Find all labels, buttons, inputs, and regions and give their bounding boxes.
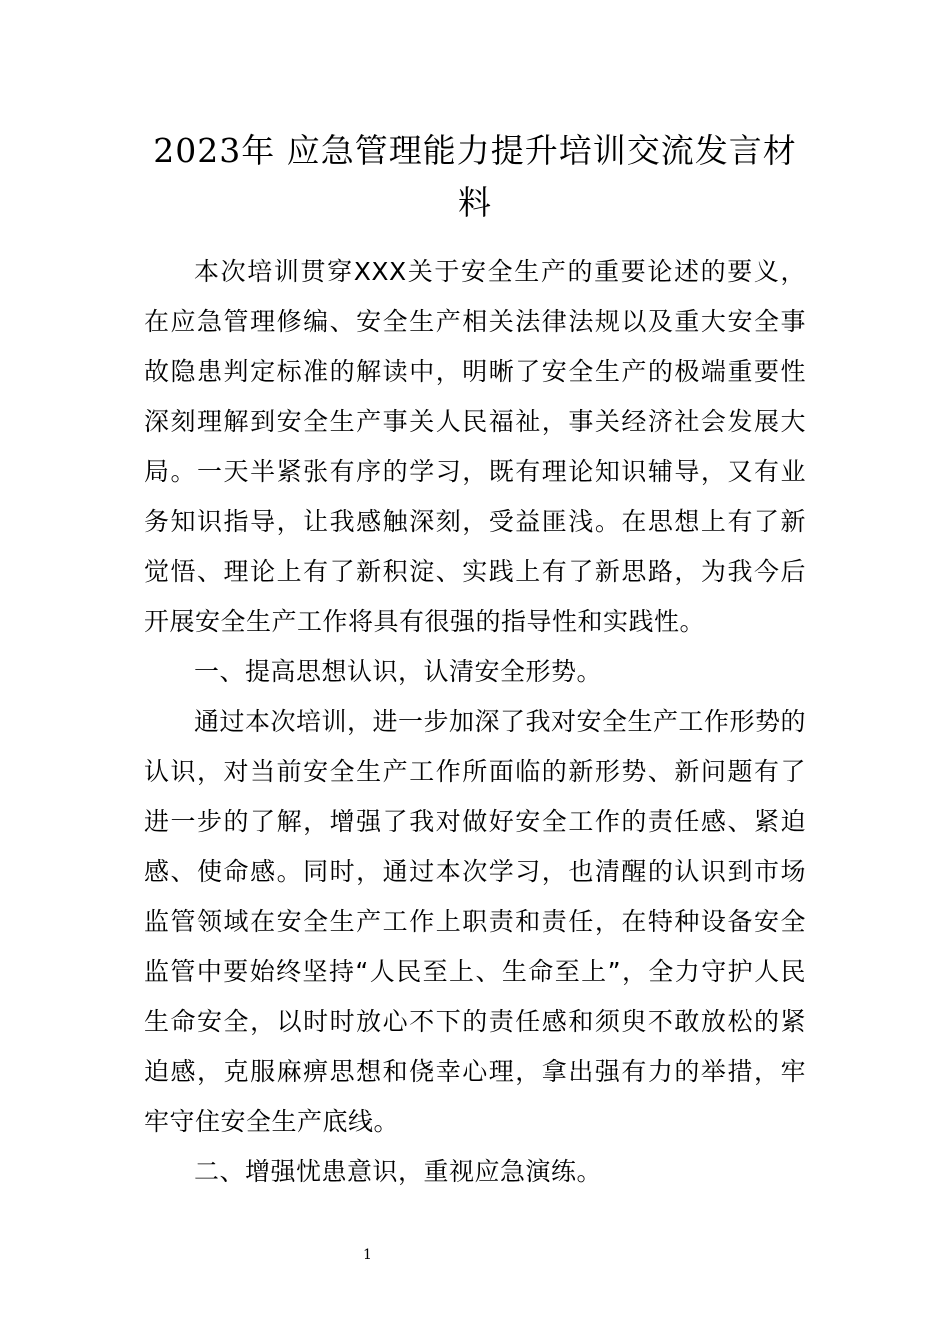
document-title: 2023年 应急管理能力提升培训交流发言材料: [153, 131, 797, 222]
section-1-paragraph: 通过本次培训，进一步加深了我对安全生产工作形势的认识，对当前安全生产工作所面临的新形势、新问题有了进一步的了解，增强了我对做好安全工作的责任感、紧迫感、使命感。同时，通过本次学习，也清醒的认识到市场监管领域在安全生产工作上职责和责任，在特种设备安全监管中要始终坚持“人民至上、生命至上”，全力守护人民生命安全，以时时放心不下的责任感和须臾不敢放松的紧迫感，克服麻痹思想和侥幸心理，拿出强有力的举措，牢牢守住安全生产底线。: [144, 707, 807, 1136]
page-number: 1: [363, 1247, 372, 1263]
section-heading-1: 一、提高思想认识，认清安全形势。: [194, 657, 603, 686]
section-heading-2: 二、增强忧患意识，重视应急演练。: [194, 1157, 603, 1186]
intro-paragraph: 本次培训贯穿XXX关于安全生产的重要论述的要义，在应急管理修编、安全生产相关法律法规以及重大安全事故隐患判定标准的解读中，明晰了安全生产的极端重要性深刻理解到安全生产事关人民福祉，事关经济社会发展大局。一天半紧张有序的学习，既有理论知识辅导，又有业务知识指导，让我感触深刻，受益匪浅。在思想上有了新觉悟、理论上有了新积淀、实践上有了新思路，为我今后开展安全生产工作将具有很强的指导性和实践性。: [144, 257, 806, 636]
document-body: [144, 247, 806, 1197]
